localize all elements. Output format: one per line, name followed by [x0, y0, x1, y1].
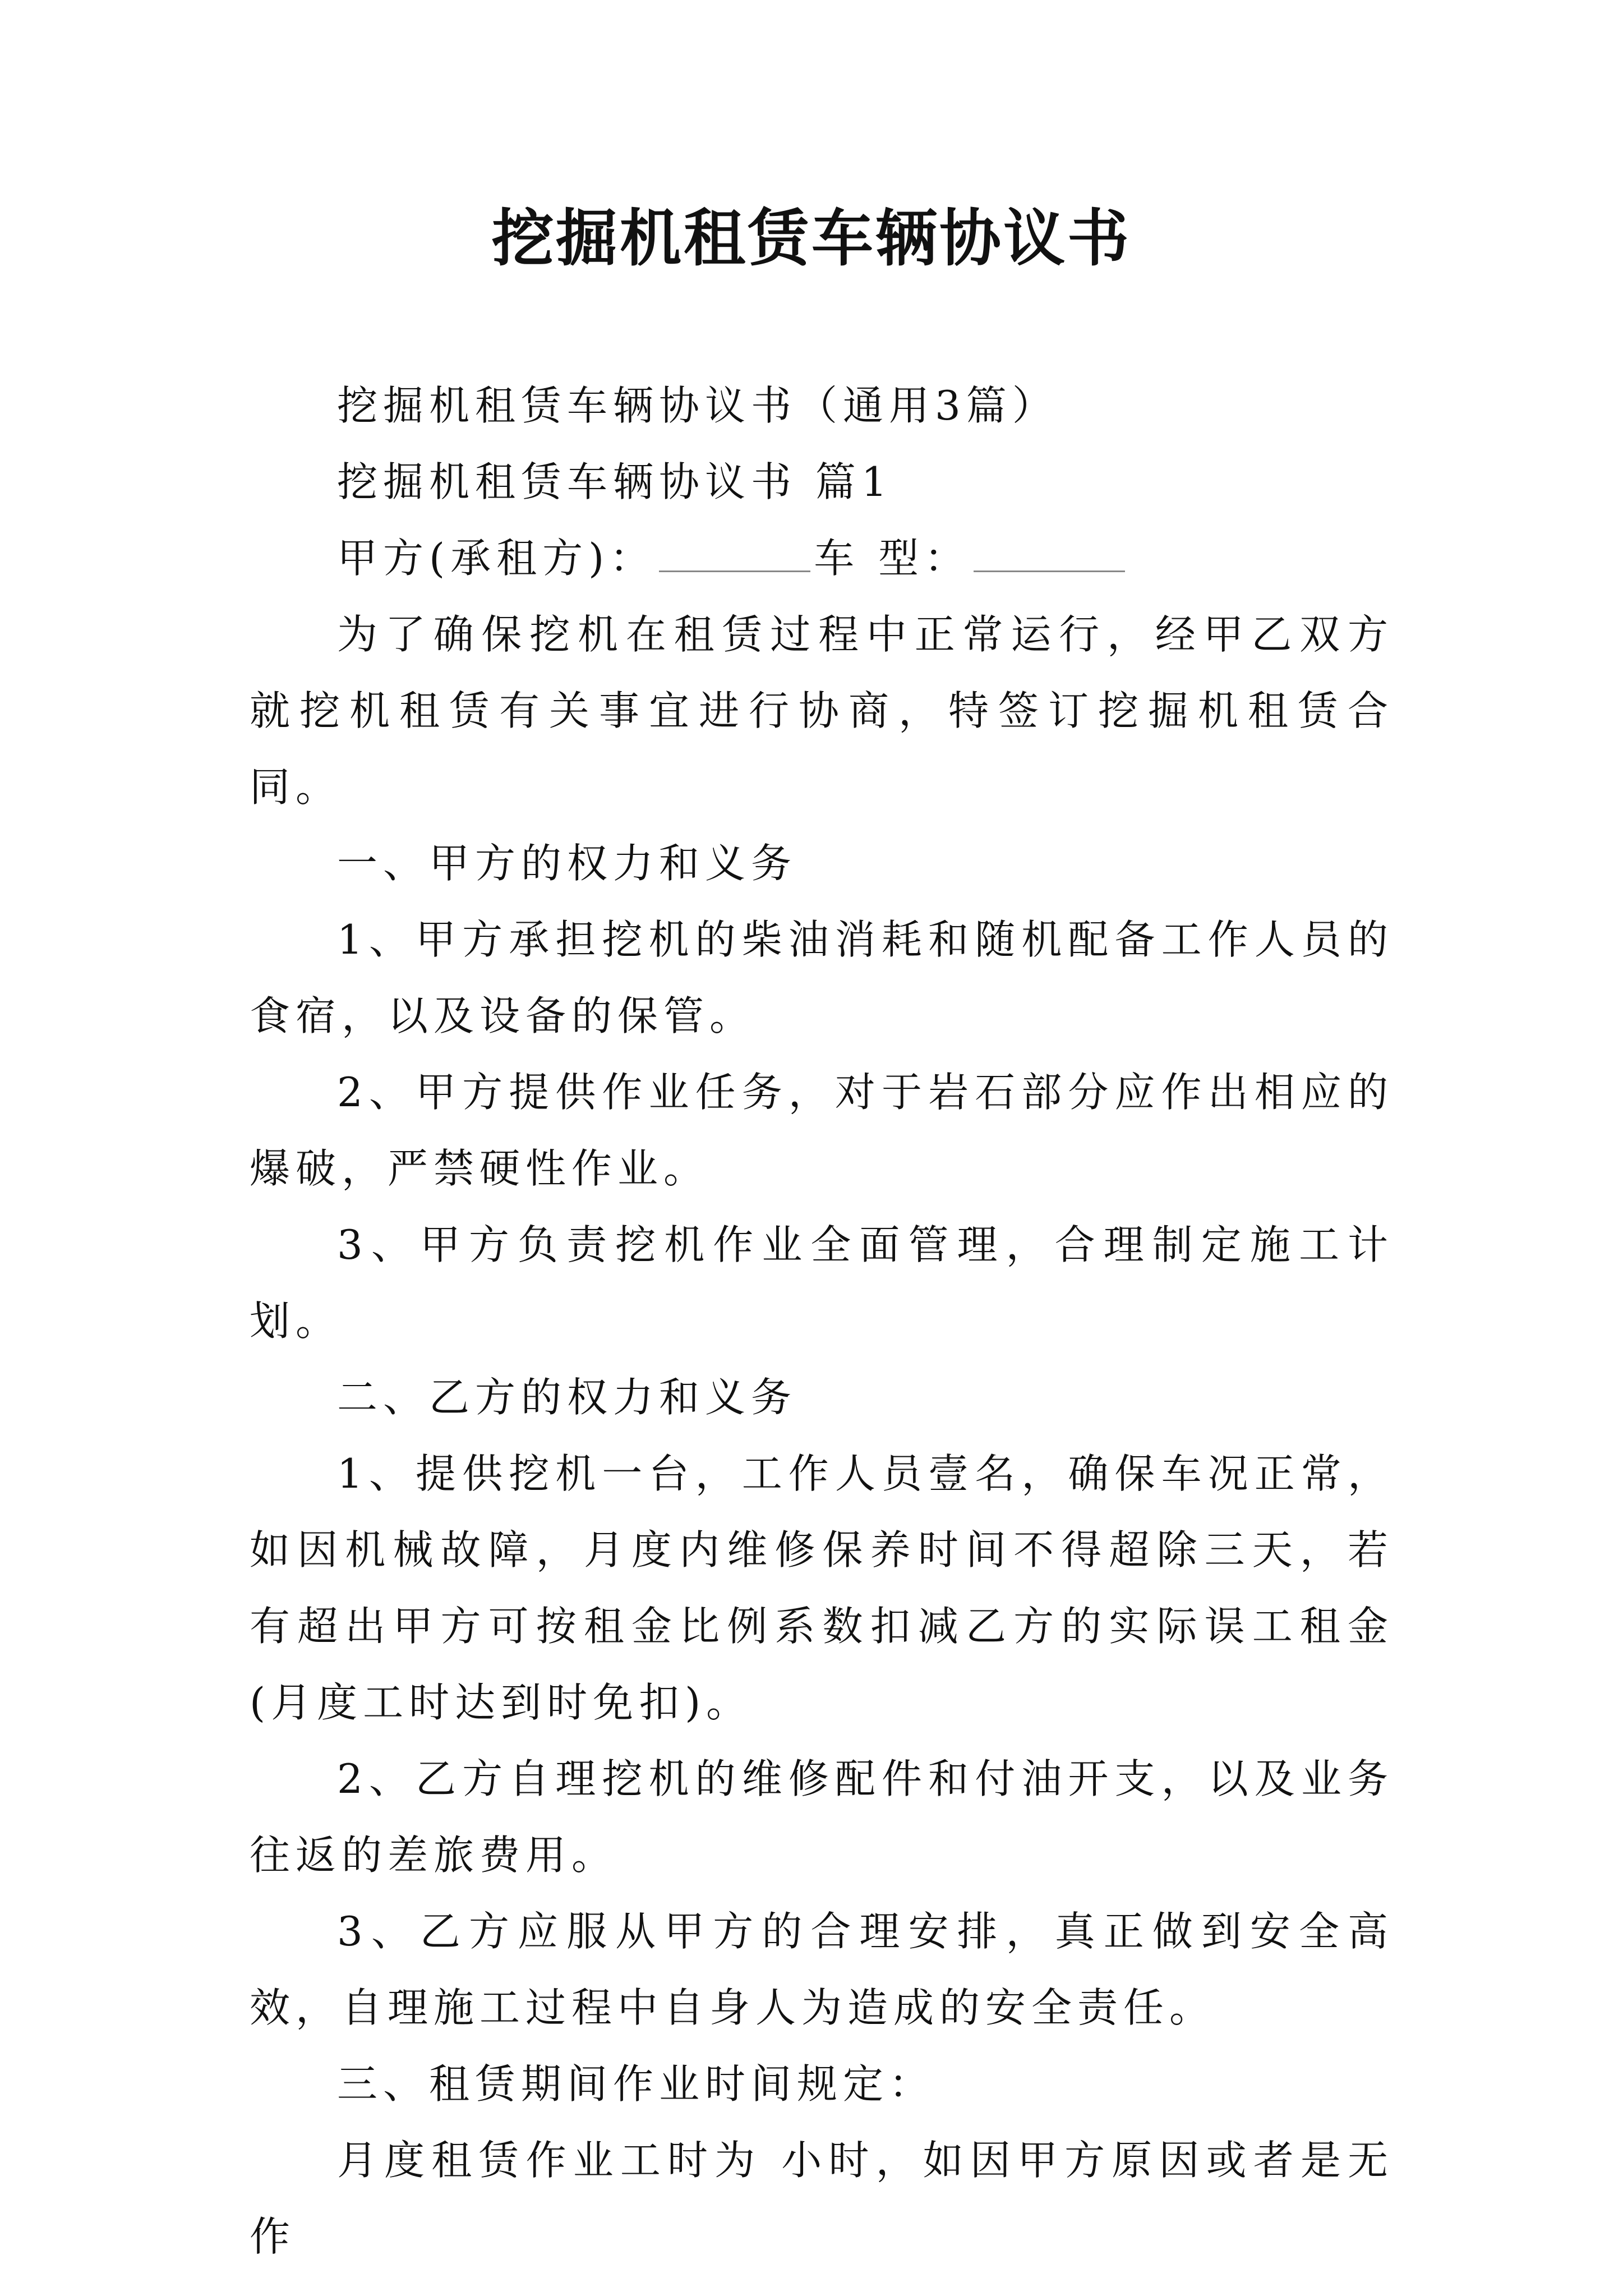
part3-text: 月度租赁作业工时为 小时，如因甲方原因或者是无作 — [250, 2137, 1394, 2260]
part3-heading: 三、租赁期间作业时间规定： — [337, 2060, 935, 2108]
part1-heading: 一、甲方的权力和义务 — [337, 840, 797, 887]
part1-item: 1、甲方承担挖机的柴油消耗和随机配备工作人员的食宿，以及设备的保管。 — [250, 916, 1394, 1039]
part1-item: 2、甲方提供作业任务，对于岩石部分应作出相应的爆破，严禁硬性作业。 — [250, 1069, 1394, 1192]
vehicle-type-label: 车 型： — [814, 535, 971, 582]
intro-paragraph: 为了确保挖机在租赁过程中正常运行，经甲乙双方就挖机租赁有关事宜进行协商，特签订挖掘机租赁合同。 — [250, 611, 1394, 811]
vehicle-type-blank — [974, 537, 1125, 572]
party-line — [250, 520, 1394, 596]
party-a-label: 甲方(承租方)： — [337, 535, 656, 582]
section-heading: 挖掘机租赁车辆协议书 篇1 — [337, 458, 893, 505]
party-a-blank — [659, 537, 810, 572]
part1-item: 3、甲方负责挖机作业全面管理，合理制定施工计划。 — [250, 1221, 1394, 1345]
part2-item: 1、提供挖机一台，工作人员壹名，确保车况正常，如因机械故障，月度内维修保养时间不得超除三天，若有超出甲方可按租金比例系数扣减乙方的实际误工租金(月度工时达到时免扣)。 — [250, 1450, 1394, 1726]
document-subtitle: 挖掘机租赁车辆协议书（通用3篇） — [337, 382, 1058, 429]
part2-item: 3、乙方应服从甲方的合理安排，真正做到安全高效，自理施工过程中自身人为造成的安全责任。 — [250, 1908, 1394, 2031]
document-body — [250, 367, 1394, 2275]
document-title: 挖掘机租赁车辆协议书 — [492, 202, 1131, 274]
part2-heading: 二、乙方的权力和义务 — [337, 1374, 797, 1421]
part2-item: 2、乙方自理挖机的维修配件和付油开支，以及业务往返的差旅费用。 — [250, 1755, 1394, 1879]
